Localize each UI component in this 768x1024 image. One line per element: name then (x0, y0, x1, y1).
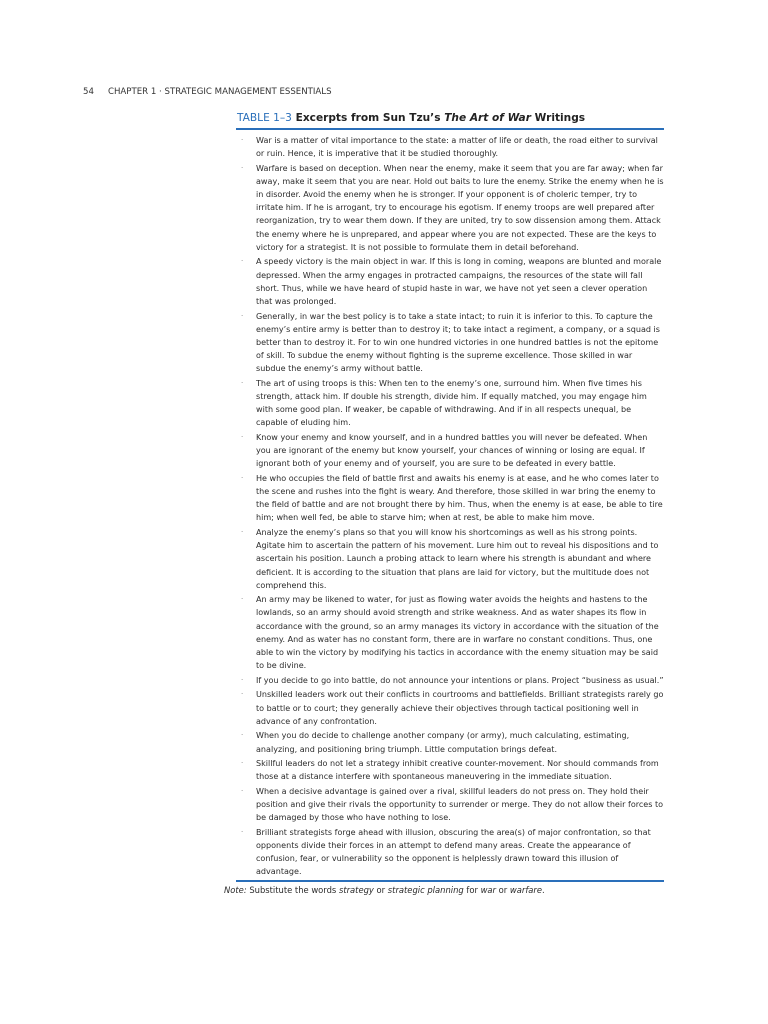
excerpt-text: Know your enemy and know yourself, and in a hundred battles you will never be defeated. When you are ignorant of the enemy but know yourself, your chances of winning or losing are equal. If ignorant both of your enemy and of yourself, you are sure to be defeated in every battle. (256, 432, 648, 469)
bullet-icon: · (241, 675, 244, 684)
bullet-icon: · (241, 257, 244, 266)
excerpt-item (236, 674, 664, 687)
excerpt-text: Generally, in war the best policy is to take a state intact; to ruin it is inferior to this. To capture the enemy’s entire army is better than to destroy it; to take intact a regiment, a company, or a squad is better than to destroy it. For to win one hundred victories in one hundred battles is not the epitome of skill. To subdue the enemy without fighting is the supreme excellence. Those skilled in war subdue the enemy’s army without battle. (256, 311, 660, 374)
excerpt-item (236, 255, 664, 308)
running-header (83, 87, 332, 97)
excerpt-text: A speedy victory is the main object in war. If this is long in coming, weapons are blunted and morale depressed. When the army engages in protracted campaigns, the resources of the state will fall short. Thus, while we have heard of stupid haste in war, we have not yet seen a clever operation that was prolonged. (256, 257, 662, 306)
bullet-icon: · (241, 595, 244, 604)
bullet-icon: · (241, 827, 244, 836)
note-label: Note: (224, 885, 247, 896)
excerpt-item (236, 593, 664, 672)
excerpt-item (236, 729, 664, 755)
excerpt-text: Warfare is based on deception. When near the enemy, make it seem that you are far away; when far away, make it seem that you are near. Hold out baits to lure the enemy. Strike the enemy when he is in disorder. Avoid the enemy when he is stronger. If your opponent is of choleric temper, try to irritate him. If he is arrogant, try to encourage his egotism. If enemy troops are well prepared after reorganization, try to wear them down. If they are united, try to sow dissension among them. Attack the enemy where he is unprepared, and appear where you are not expected. These are the keys to victory for a strategist. It is not possible to formulate them in detail beforehand. (256, 163, 664, 252)
excerpt-text: When a decisive advantage is gained over a rival, skillful leaders do not press on. They hold their position and give their rivals the opportunity to surrender or merge. They do not allow their forces to be damaged by those who have nothing to lose. (256, 787, 664, 823)
excerpt-item (236, 472, 664, 525)
excerpt-item (236, 757, 664, 783)
excerpt-item (236, 377, 664, 430)
bullet-icon: · (241, 759, 244, 768)
excerpt-text: Analyze the enemy’s plans so that you will know his shortcomings as well as his strong points. Agitate him to ascertain the pattern of his movement. Lure him out to reveal his dispositions and to ascertain his position. Launch a probing attack to learn where his strength is abundant and where deficient. It is according to the situation that plans are laid for victory, but the multitude does not comprehend this. (256, 528, 659, 590)
excerpt-text: Brilliant strategists forge ahead with illusion, obscuring the area(s) of major confrontation, so that opponents divide their forces in an attempt to defend many areas. Create the appearance of confusion, fear, or vulnerability so the opponent is helplessly drawn toward this illusion of advantage. (256, 827, 651, 877)
excerpt-text: If you decide to go into battle, do not announce your intentions or plans. Project “business as usual.” (256, 675, 664, 685)
excerpt-text: Skillful leaders do not let a strategy inhibit creative counter-movement. Nor should commands from those at a distance interfere with spontaneous maneuvering in the immediate situation. (256, 759, 659, 782)
chapter-title: CHAPTER 1 · STRATEGIC MANAGEMENT ESSENTIALS (107, 87, 332, 97)
bullet-icon: · (241, 787, 244, 795)
table-title-text: Excerpts from Sun Tzu’s The Art of War Writings (291, 112, 586, 124)
excerpts-table (224, 112, 664, 896)
excerpt-item (236, 162, 664, 254)
excerpt-text: He who occupies the field of battle first and awaits his enemy is at ease, and he who comes later to the scene and rushes into the fight is weary. And therefore, those skilled in war bring the enemy to the field of battle and are not brought there by him. Thus, when the enemy is at ease, be able to tire him; when well fed, be able to starve him; when at rest, be able to make him move. (256, 473, 663, 523)
excerpt-item (236, 785, 664, 824)
excerpt-text: When you do decide to challenge another company (or army), much calculating, estimating, analyzing, and positioning bring triumph. Little computation brings defeat. (256, 731, 630, 754)
excerpt-item (236, 134, 664, 160)
excerpt-text: The art of using troops is this: When ten to the enemy’s one, surround him. When five times his strength, attack him. If double his strength, divide him. If equally matched, you may engage him with some good plan. If weaker, be capable of withdrawing. And if in all respects unequal, be capable of eluding him. (256, 378, 647, 428)
bullet-icon: · (241, 311, 244, 320)
excerpt-item (236, 688, 664, 727)
excerpt-text: An army may be likened to water, for just as flowing water avoids the heights and hastens to the lowlands, so an army should avoid strength and strike weakness. And as water shapes its flow in accordance with the ground, so an army manages its victory in accordance with the situation of the enemy. And as water has no constant form, there are in warfare no constant conditions. Thus, one able to win the victory by modifying his tactics in accordance with the enemy situation may be said to be divine. (256, 595, 659, 671)
table-title (236, 112, 664, 128)
table-label: TABLE 1–3 (237, 112, 292, 124)
bullet-icon: · (241, 731, 244, 740)
bullet-icon: · (241, 432, 244, 441)
page-number: 54 (83, 87, 94, 97)
bullet-icon: · (241, 136, 244, 144)
excerpt-item (236, 310, 664, 376)
excerpt-text: War is a matter of vital importance to the state: a matter of life or death, the road either to survival or ruin. Hence, it is imperative that it be studied thoroughly. (256, 136, 658, 159)
table-note: Note: Substitute the words strategy or strategic planning for war or warfare. (224, 885, 545, 896)
bullet-icon: · (241, 473, 244, 482)
excerpt-item (236, 526, 664, 592)
excerpt-text: Unskilled leaders work out their conflicts in courtrooms and battlefields. Brilliant strategists rarely go to battle or to court; they generally achieve their objectives through tactical positioning well in advance of any confrontation. (256, 690, 664, 726)
book-title: The Art of War (444, 112, 531, 124)
bullet-icon: · (241, 528, 244, 537)
excerpt-item (236, 431, 664, 470)
bullet-icon: · (241, 163, 244, 172)
bullet-icon: · (241, 690, 244, 699)
excerpt-list (236, 130, 664, 879)
excerpt-item (236, 826, 664, 879)
bullet-icon: · (241, 378, 244, 387)
